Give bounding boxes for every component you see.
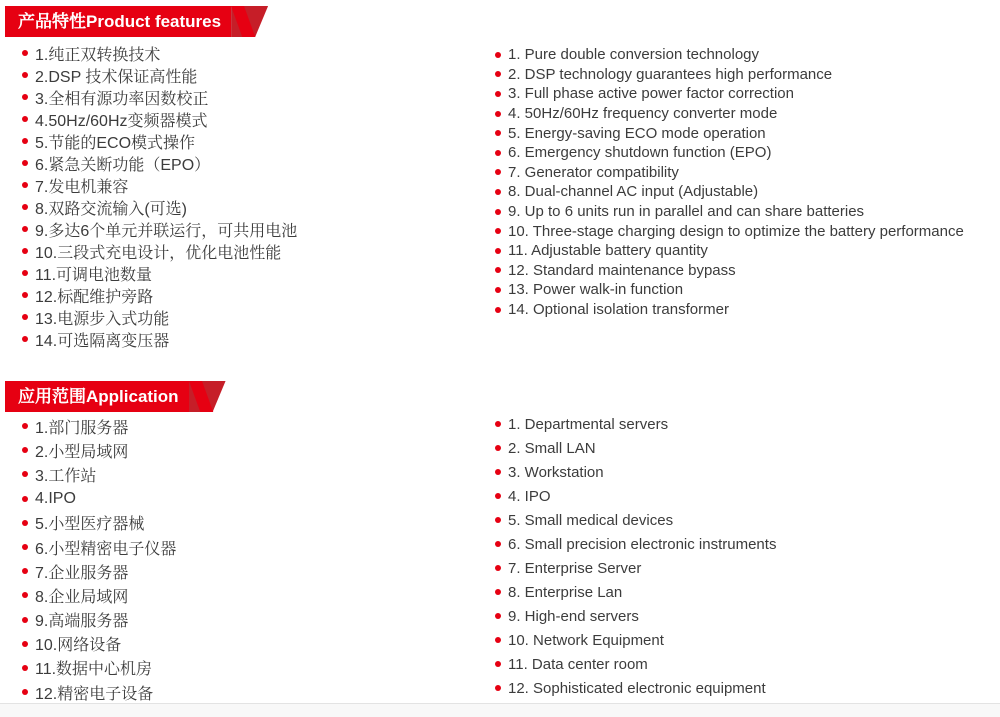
list-item-text: 10.三段式充电设计，优化电池性能 xyxy=(35,244,282,262)
list-item-text: 2.DSP 技术保证高性能 xyxy=(35,68,198,86)
bullet-icon xyxy=(495,517,501,523)
list-item-text: 1. Departmental servers xyxy=(508,415,669,433)
list-item-text: 6.紧急关断功能（EPO） xyxy=(35,156,211,174)
list-item xyxy=(22,262,297,284)
list-item-text: 11.可调电池数量 xyxy=(35,266,153,284)
application-list-en xyxy=(495,412,776,700)
bullet-icon xyxy=(495,493,501,499)
bullet-icon xyxy=(22,665,28,671)
list-item-text: 9. Up to 6 units run in parallel and can share batteries xyxy=(508,203,865,221)
list-item-text: 3.全相有源功率因数校正 xyxy=(35,90,209,108)
list-item-text: 9.高端服务器 xyxy=(35,613,129,631)
application-title: 应用范围Application xyxy=(18,387,179,406)
list-item-text: 13.电源步入式功能 xyxy=(35,310,170,328)
list-item-text: 6.小型精密电子仪器 xyxy=(35,540,177,558)
bottom-divider xyxy=(0,703,1000,717)
list-item xyxy=(22,174,297,196)
list-item xyxy=(22,535,176,559)
bullet-icon xyxy=(22,496,28,502)
list-item xyxy=(495,104,964,124)
list-item-text: 7.发电机兼容 xyxy=(35,178,129,196)
list-item-text: 8. Enterprise Lan xyxy=(508,583,623,601)
list-item xyxy=(22,108,297,130)
list-item-text: 7.企业服务器 xyxy=(35,564,129,582)
list-item-text: 4. 50Hz/60Hz frequency converter mode xyxy=(508,105,778,123)
list-item xyxy=(22,487,176,511)
list-item-text: 2. Small LAN xyxy=(508,439,596,457)
list-item xyxy=(495,202,964,222)
list-item-text: 1. Pure double conversion technology xyxy=(508,46,760,64)
list-item-text: 10. Network Equipment xyxy=(508,631,664,649)
bullet-icon xyxy=(22,138,28,144)
list-item-text: 1.部门服务器 xyxy=(35,419,129,437)
list-item xyxy=(22,86,297,108)
list-item-text: 12. Sophisticated electronic equipment xyxy=(508,679,766,697)
list-item-text: 5. Small medical devices xyxy=(508,511,674,529)
list-item-text: 8.企业局域网 xyxy=(35,588,129,606)
list-item-text: 7. Generator compatibility xyxy=(508,163,679,181)
bullet-icon xyxy=(495,169,501,175)
bullet-icon xyxy=(22,226,28,232)
bullet-icon xyxy=(495,150,501,156)
bullet-icon xyxy=(495,661,501,667)
bullet-icon xyxy=(495,111,501,117)
bullet-icon xyxy=(495,209,501,215)
list-item xyxy=(22,130,297,152)
application-list-zh xyxy=(22,414,176,704)
list-item-text: 10. Three-stage charging design to optimize the battery performance xyxy=(508,222,964,240)
bullet-icon xyxy=(22,182,28,188)
list-item-text: 2. DSP technology guarantees high performance xyxy=(508,65,833,83)
list-item xyxy=(495,556,776,580)
bullet-icon xyxy=(495,267,501,273)
list-item xyxy=(495,412,776,436)
list-item-text: 14. Optional isolation transformer xyxy=(508,301,729,319)
list-item xyxy=(495,676,776,700)
list-item xyxy=(22,64,297,86)
bullet-icon xyxy=(22,292,28,298)
bullet-icon xyxy=(22,204,28,210)
bullet-icon xyxy=(495,130,501,136)
list-item-text: 9. High-end servers xyxy=(508,607,639,625)
list-item-text: 4. IPO xyxy=(508,487,551,505)
bullet-icon xyxy=(495,565,501,571)
bullet-icon xyxy=(22,248,28,254)
bullet-icon xyxy=(495,189,501,195)
bullet-icon xyxy=(22,617,28,623)
bullet-icon xyxy=(495,228,501,234)
list-item-text: 7. Enterprise Server xyxy=(508,559,642,577)
bullet-icon xyxy=(22,592,28,598)
list-item-text: 4.IPO xyxy=(35,489,76,507)
list-item-text: 2.小型局域网 xyxy=(35,443,129,461)
bullet-icon xyxy=(22,270,28,276)
list-item xyxy=(22,680,176,704)
bullet-icon xyxy=(22,520,28,526)
list-item-text: 9.多达6个单元并联运行，可共用电池 xyxy=(35,222,298,240)
list-item xyxy=(495,604,776,628)
bullet-icon xyxy=(22,160,28,166)
bullet-icon xyxy=(495,445,501,451)
bullet-icon xyxy=(495,287,501,293)
list-item xyxy=(495,221,964,241)
bullet-icon xyxy=(495,307,501,313)
bullet-icon xyxy=(495,91,501,97)
list-item-text: 8.双路交流输入(可选) xyxy=(35,200,188,218)
list-item xyxy=(22,240,297,262)
list-item-text: 11. Adjustable battery quantity xyxy=(508,242,708,260)
bullet-icon xyxy=(495,589,501,595)
bullet-icon xyxy=(22,423,28,429)
list-item xyxy=(22,656,176,680)
bullet-icon xyxy=(495,52,501,58)
list-item-text: 1.纯正双转换技术 xyxy=(35,46,161,64)
list-item-text: 6. Small precision electronic instruments xyxy=(508,535,777,553)
bullet-icon xyxy=(22,94,28,100)
list-item-text: 12.精密电子设备 xyxy=(35,685,154,703)
list-item-text: 10.网络设备 xyxy=(35,637,122,655)
bullet-icon xyxy=(22,336,28,342)
list-item-text: 6. Emergency shutdown function (EPO) xyxy=(508,144,772,162)
list-item-text: 4.50Hz/60Hz变频器模式 xyxy=(35,112,208,130)
list-item xyxy=(22,583,176,607)
list-item xyxy=(22,632,176,656)
bullet-icon xyxy=(22,314,28,320)
list-item xyxy=(22,196,297,218)
bullet-icon xyxy=(495,248,501,254)
list-item xyxy=(495,84,964,104)
list-item xyxy=(495,460,776,484)
list-item-text: 3. Full phase active power factor correction xyxy=(508,85,794,103)
bullet-icon xyxy=(22,568,28,574)
list-item xyxy=(495,628,776,652)
list-item xyxy=(495,143,964,163)
bullet-icon xyxy=(495,613,501,619)
list-item xyxy=(495,45,964,65)
list-item xyxy=(495,532,776,556)
list-item xyxy=(22,462,176,486)
list-item xyxy=(22,306,297,328)
bullet-icon xyxy=(22,50,28,56)
list-item-text: 12. Standard maintenance bypass xyxy=(508,261,736,279)
bullet-icon xyxy=(22,116,28,122)
list-item xyxy=(495,508,776,532)
list-item xyxy=(495,484,776,508)
list-item-text: 5.节能的ECO模式操作 xyxy=(35,134,196,152)
bullet-icon xyxy=(22,471,28,477)
bullet-icon xyxy=(22,447,28,453)
list-item-text: 5. Energy-saving ECO mode operation xyxy=(508,124,766,142)
list-item xyxy=(22,414,176,438)
list-item xyxy=(22,42,297,64)
list-item-text: 3.工作站 xyxy=(35,467,97,485)
application-title-banner xyxy=(5,381,189,412)
product-features-title: 产品特性Product features xyxy=(18,12,222,31)
bullet-icon xyxy=(495,71,501,77)
bullet-icon xyxy=(495,637,501,643)
bullet-icon xyxy=(495,469,501,475)
list-item xyxy=(495,436,776,460)
list-item xyxy=(495,123,964,143)
list-item-text: 5.小型医疗器械 xyxy=(35,516,145,534)
product-features-title-banner xyxy=(5,6,231,37)
list-item xyxy=(22,284,297,306)
list-item-text: 11. Data center room xyxy=(508,655,648,673)
list-item xyxy=(22,559,176,583)
list-item xyxy=(495,261,964,281)
bullet-icon xyxy=(22,72,28,78)
bullet-icon xyxy=(495,685,501,691)
list-item xyxy=(22,608,176,632)
list-item xyxy=(22,218,297,240)
list-item-text: 13. Power walk-in function xyxy=(508,281,684,299)
bullet-icon xyxy=(495,421,501,427)
list-item xyxy=(495,182,964,202)
list-item-text: 11.数据中心机房 xyxy=(35,661,153,679)
list-item xyxy=(495,163,964,183)
list-item-text: 14.可选隔离变压器 xyxy=(35,332,170,350)
list-item xyxy=(22,152,297,174)
list-item xyxy=(495,300,964,320)
bullet-icon xyxy=(495,541,501,547)
list-item xyxy=(495,580,776,604)
bullet-icon xyxy=(22,689,28,695)
list-item xyxy=(22,438,176,462)
list-item xyxy=(22,511,176,535)
list-item-text: 3. Workstation xyxy=(508,463,604,481)
product-features-list-zh xyxy=(22,42,297,350)
list-item xyxy=(495,280,964,300)
list-item-text: 12.标配维护旁路 xyxy=(35,288,154,306)
list-item xyxy=(22,328,297,350)
product-features-list-en xyxy=(495,45,964,319)
list-item xyxy=(495,652,776,676)
bullet-icon xyxy=(22,544,28,550)
list-item xyxy=(495,65,964,85)
list-item-text: 8. Dual-channel AC input (Adjustable) xyxy=(508,183,759,201)
list-item xyxy=(495,241,964,261)
bullet-icon xyxy=(22,641,28,647)
